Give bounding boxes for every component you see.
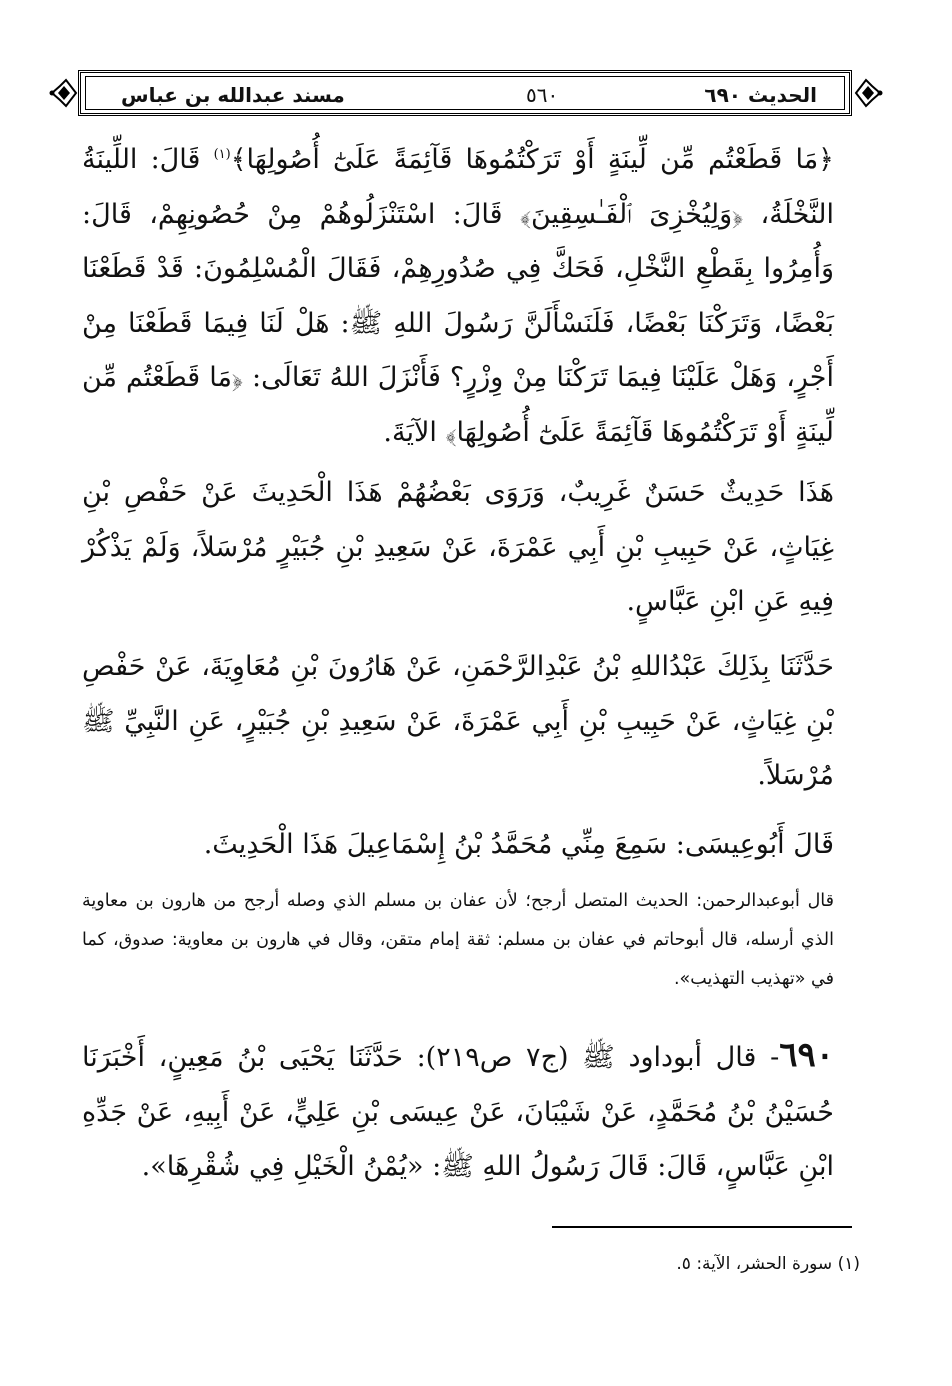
ornament-left-icon bbox=[48, 74, 78, 112]
paragraph-5-text: قال أبوعبدالرحمن: الحديث المتصل أرجح؛ لأن عفان بن مسلم الذي وصله أرجح من هارون بن معاوية الذي أرسله، قال أبوحاتم في عفان بن مسلم: ثقة إمام متقن، وقال في هارون بن معاوية: صدوق، كما في «تهذيب التهذيب». bbox=[82, 891, 834, 989]
hadith-label: الحديث ٦٩٠ bbox=[704, 83, 817, 107]
hadith-number: ٦٩٠ bbox=[779, 1035, 834, 1075]
footnote-divider bbox=[552, 1226, 852, 1228]
footnote: (١) سورة الحشر، الآية: ٥. bbox=[676, 1254, 860, 1274]
ornament-right-icon bbox=[854, 74, 884, 112]
paragraph-6-text: - قال أبوداود ﷺ (ج٧ ص٢١٩): حَدَّثَنَا يَحْيَى بْنُ مَعِينٍ، أَخْبَرَنَا حُسَيْنُ بْنُ مُحَمَّدٍ، عَنْ شَيْبَانَ، عَنْ عِيسَى بْنِ عَلِيٍّ، عَنْ أَبِيهِ، عَنْ جَدِّهِ ابْنِ عَبَّاسٍ، قَالَ: قَالَ رَسُولُ اللهِ ﷺ: «يُمْنُ الْخَيْلِ فِي شُقْرِهَا». bbox=[82, 1042, 834, 1182]
paragraph-6 bbox=[82, 1028, 834, 1195]
paragraph-3 bbox=[82, 640, 834, 804]
paragraph-4-text: قَالَ أَبُوعِيسَى: سَمِعَ مِنِّي مُحَمَّدُ بْنُ إِسْمَاعِيلَ هَذَا الْحَدِيثَ. bbox=[203, 829, 834, 860]
paragraph-1 bbox=[82, 128, 834, 460]
paragraph-5-commentary bbox=[82, 882, 834, 999]
paragraph-3-text: حَدَّثَنَا بِذَلِكَ عَبْدُاللهِ بْنُ عَبْدِالرَّحْمَنِ، عَنْ هَارُونَ بْنِ مُعَاوِيَةَ، عَنْ حَفْصِ بْنِ غِيَاثٍ، عَنْ حَبِيبِ بْنِ أَبِي عَمْرَةَ، عَنْ سَعِيدِ بْنِ جُبَيْرٍ، عَنِ النَّبِيِّ ﷺ مُرْسَلاً. bbox=[82, 651, 834, 791]
page-number: ٥٦٠ bbox=[526, 83, 559, 107]
footnote-marker: (١) bbox=[213, 147, 231, 162]
paragraph-2 bbox=[82, 466, 834, 630]
paragraph-1-text: ﴿مَا قَطَعْتُم مِّن لِّينَةٍ أَوْ تَرَكْتُمُوهَا قَآئِمَةً عَلَىٰٓ أُصُولِهَا﴾$^{(١)}$ قَالَ: اللِّينَةُ النَّخْلَةُ، ﴿وَلِيُخْزِىَ ٱلْفَـٰسِقِينَ﴾ قَالَ: اسْتَنْزَلُوهُمْ مِنْ حُصُونِهِمْ، قَالَ: وَأُمِرُوا بِقَطْعِ النَّخْلِ، فَحَكَّ فِي صُدُورِهِمْ، فَقَالَ الْمُسْلِمُونَ: قَدْ قَطَعْنَا بَعْضًا، وَتَرَكْنَا بَعْضًا، فَلَنَسْأَلَنَّ رَسُولَ اللهِ ﷺ: هَلْ لَنَا فِيمَا قَطَعْنَا مِنْ أَجْرٍ، وَهَلْ عَلَيْنَا فِيمَا تَرَكْنَا مِنْ وِزْرٍ؟ فَأَنْزَلَ اللهُ تَعَالَى: ﴿مَا قَطَعْتُم مِّن لِّينَةٍ أَوْ تَرَكْتُمُوهَا قَآئِمَةً عَلَىٰٓ أُصُولِهَا﴾ الآيَةَ. bbox=[82, 144, 834, 448]
paragraph-2-text: هَذَا حَدِيثٌ حَسَنٌ غَرِيبٌ، وَرَوَى بَعْضُهُمْ هَذَا الْحَدِيثَ عَنْ حَفْصِ بْنِ غِيَاثٍ، عَنْ حَبِيبِ بْنِ أَبِي عَمْرَةَ، عَنْ سَعِيدِ بْنِ جُبَيْرٍ مُرْسَلاً، وَلَمْ يَذْكُرْ فِيهِ عَنِ ابْنِ عَبَّاسٍ. bbox=[82, 477, 834, 617]
paragraph-4 bbox=[82, 818, 834, 873]
book-title: مسند عبدالله بن عباس bbox=[121, 83, 345, 107]
page-header bbox=[78, 70, 852, 116]
